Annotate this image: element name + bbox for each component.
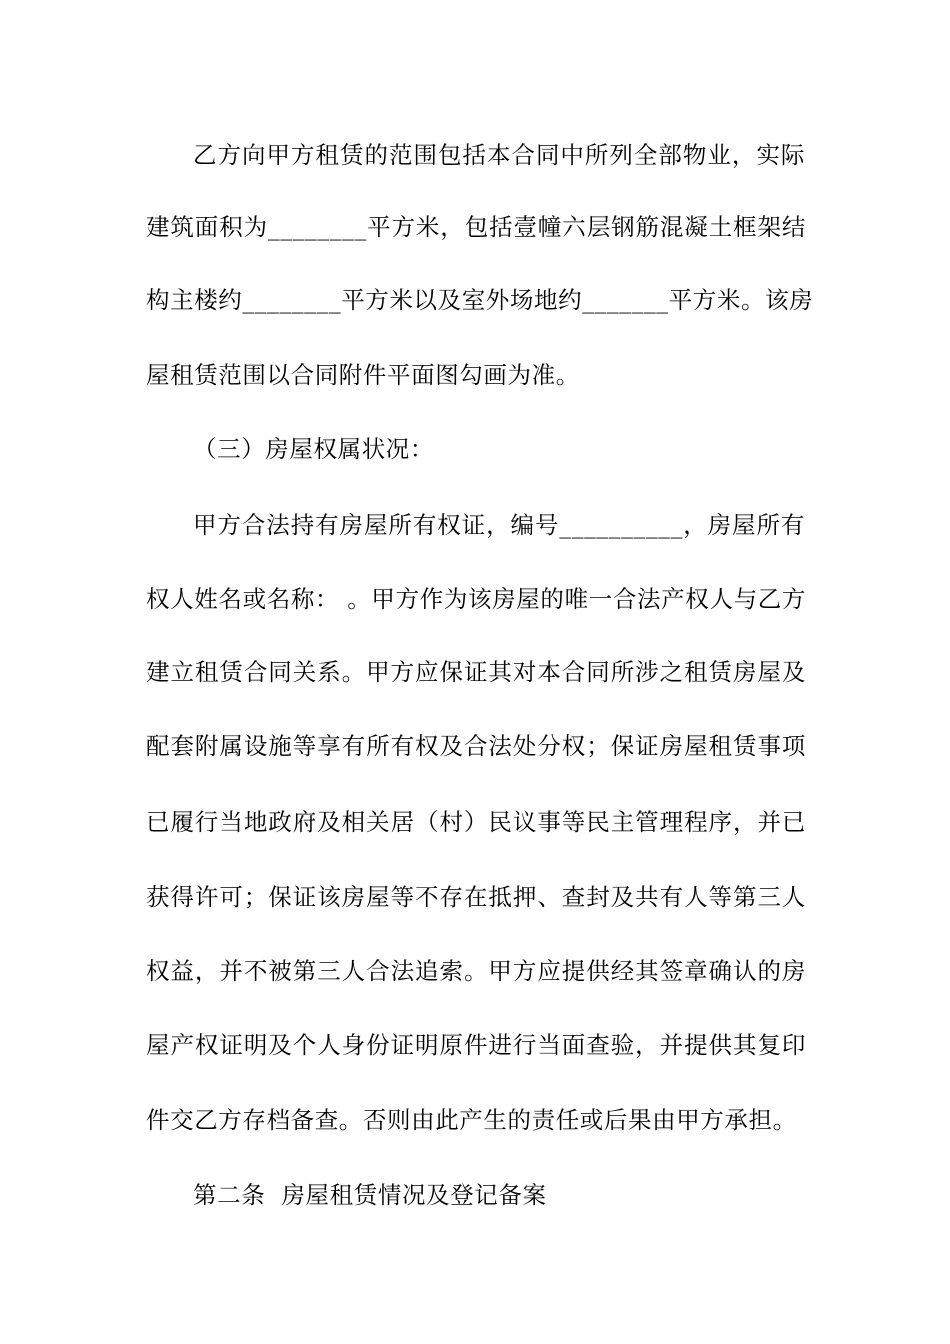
paragraph-line: 屋租赁范围以合同附件平面图勾画为准。 (146, 361, 580, 389)
section-heading: （三）房屋权属状况： (193, 435, 434, 463)
paragraph-line: 件交乙方存档备查。否则由此产生的责任或后果由甲方承担。 (146, 1106, 797, 1134)
article-heading: 第二条 房屋租赁情况及登记备案 (193, 1181, 547, 1209)
paragraph-line: 构主楼约________平方米以及室外场地约_______平方米。该房 (146, 286, 814, 314)
paragraph-line: 配套附属设施等享有所有权及合法处分权；保证房屋租赁事项 (146, 732, 806, 760)
paragraph-line: 乙方向甲方租赁的范围包括本合同中所列全部物业，实际 (193, 141, 805, 169)
paragraph-line: 建筑面积为________平方米，包括壹幢六层钢筋混凝土框架结 (146, 213, 806, 241)
paragraph-line: 权益，并不被第三人合法追索。甲方应提供经其签章确认的房 (146, 957, 806, 985)
paragraph-line: 建立租赁合同关系。甲方应保证其对本合同所涉之租赁房屋及 (146, 658, 806, 686)
paragraph-line: 屋产权证明及个人身份证明原件进行当面查验，并提供其复印 (146, 1031, 806, 1059)
paragraph-line: 获得许可；保证该房屋等不存在抵押、查封及共有人等第三人 (146, 883, 806, 911)
paragraph-line: 甲方合法持有房屋所有权证，编号__________，房屋所有 (193, 511, 805, 539)
paragraph-line: 已履行当地政府及相关居（村）民议事等民主管理程序，并已 (146, 808, 806, 836)
paragraph-line: 权人姓名或名称： 。甲方作为该房屋的唯一合法产权人与乙方 (146, 585, 806, 613)
